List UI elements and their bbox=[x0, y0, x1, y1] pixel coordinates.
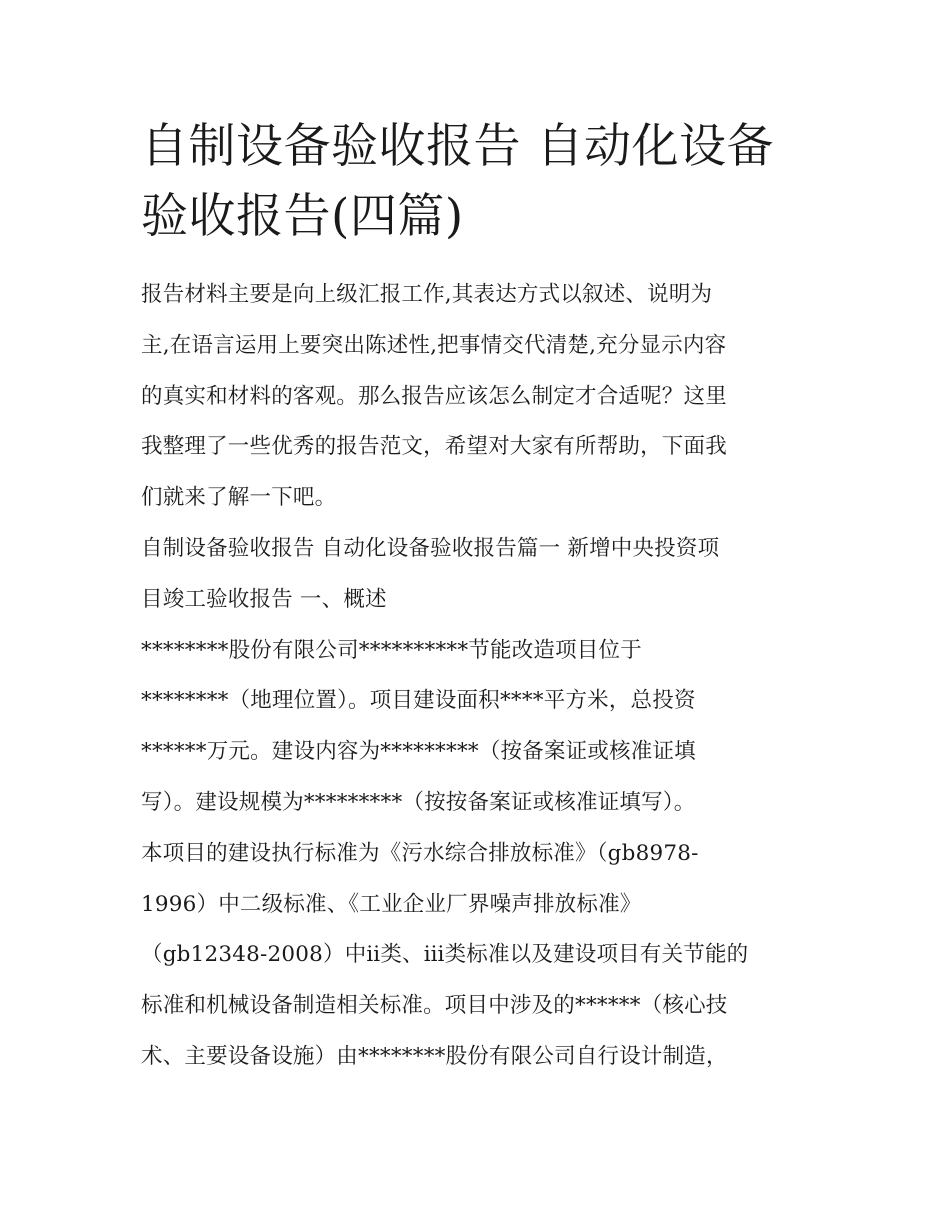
body-line-2: 主,在语言运用上要突出陈述性,把事情交代清楚,充分显示内容 bbox=[141, 332, 727, 358]
title-line-1: 自制设备验收报告 自动化设备 bbox=[141, 119, 774, 174]
body-line-9: ********（地理位置）。项目建设面积****平方米，总投资 bbox=[141, 688, 696, 714]
body-line-13: 1996）中二级标准、《工业企业厂界噪声排放标准》 bbox=[141, 891, 642, 917]
document-body bbox=[141, 270, 821, 1083]
document-title bbox=[141, 112, 821, 252]
document-page bbox=[141, 112, 821, 1083]
body-line-6: 自制设备验收报告 自动化设备验收报告篇一 新增中央投资项 bbox=[141, 535, 720, 561]
title-line-2: 验收报告(四篇) bbox=[141, 189, 464, 244]
body-line-14: （gb12348-2008）中ⅱ类、ⅲ类标准以及建设项目有关节能的 bbox=[141, 942, 749, 968]
body-line-1: 报告材料主要是向上级汇报工作,其表达方式以叙述、说明为 bbox=[141, 282, 713, 307]
body-line-5: 们就来了解一下吧。 bbox=[141, 485, 337, 511]
body-line-12: 本项目的建设执行标准为《污水综合排放标准》（gb8978- bbox=[141, 840, 699, 866]
body-line-8: ********股份有限公司**********节能改造项目位于 bbox=[141, 637, 642, 663]
body-line-4: 我整理了一些优秀的报告范文，希望对大家有所帮助，下面我 bbox=[141, 434, 727, 460]
body-line-15: 标准和机械设备制造相关标准。项目中涉及的******（核心技 bbox=[141, 993, 728, 1019]
body-line-16: 术、主要设备设施）由********股份有限公司自行设计制造， bbox=[141, 1043, 728, 1069]
body-line-3: 的真实和材料的客观。那么报告应该怎么制定才合适呢？这里 bbox=[141, 383, 727, 409]
body-line-11: 写）。建设规模为*********（按按备案证或核准证填写）。 bbox=[141, 789, 696, 815]
body-line-10: ******万元。建设内容为*********（按备案证或核准证填 bbox=[141, 739, 696, 765]
body-line-7: 目竣工验收报告 一、概述 bbox=[141, 586, 387, 612]
